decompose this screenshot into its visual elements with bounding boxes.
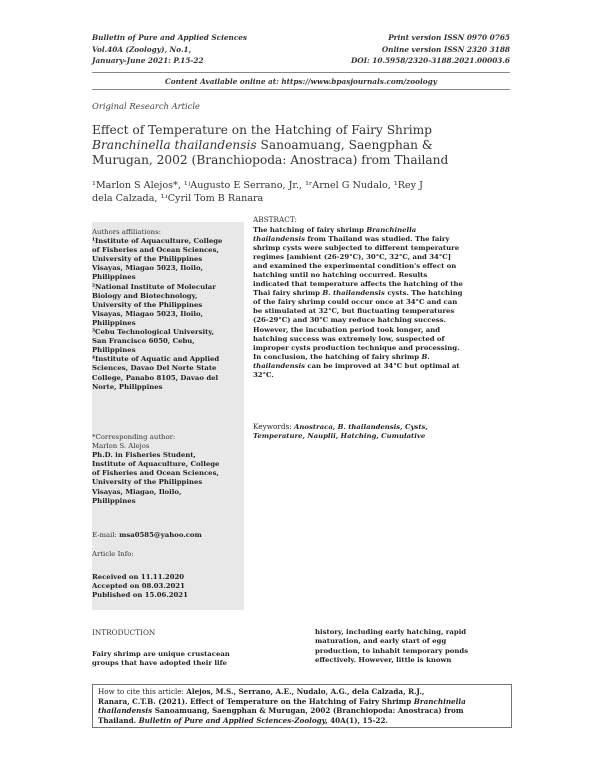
abstract-line: and examined the experimental condition's effect on [253, 262, 457, 271]
intro-line: Fairy shrimp are unique crustacean [92, 650, 230, 658]
intro-line: history, including early hatching, rapid [315, 628, 467, 636]
abstract-line: indicated that temperature affects the hatching of the [253, 280, 463, 289]
authors-line-1: ¹Marlon S Alejos*, ¹ʲAugusto E Serrano, Jr., ¹ʳArnel G Nudalo, ¹Rey J [92, 180, 423, 191]
journal-name: Bulletin of Pure and Applied Sciences [92, 33, 248, 42]
affiliation-line: Visayas, Miagao 5023, Iloilo, [92, 309, 203, 318]
keywords-label: Keywords: [253, 422, 295, 431]
corresponding-heading: *Corresponding author: [92, 433, 176, 441]
abstract-line: hatching success was extremely low, suspected of [253, 334, 445, 343]
email-line [92, 531, 244, 540]
print-issn: Print version ISSN 0970 0765 [388, 33, 510, 42]
affiliation-line: ²National Institute of Molecular [92, 282, 216, 291]
title-species: Branchinella thailandensis [92, 138, 257, 152]
introduction-heading: INTRODUCTION [92, 628, 156, 637]
doi: DOI: 10.5958/2320-3188.2021.00003.6 [350, 56, 510, 65]
abstract-line: The hatching of fairy shrimp Branchinella [253, 226, 417, 234]
article-title [92, 123, 512, 168]
author-list [92, 180, 512, 205]
affiliation-line: San Francisco 6050, Cebu, [92, 337, 195, 346]
corresponding-line: Visayas, Miagao, Iloilo, [92, 487, 182, 496]
published-date: Published on 15.06.2021 [92, 591, 188, 600]
article-dates [92, 573, 244, 600]
corresponding-line: of Fisheries and Ocean Sciences, [92, 469, 219, 478]
affiliation-line: Visayas, Miagao 5023, Iloilo, [92, 264, 203, 273]
affiliation-line: Philippines [92, 273, 136, 282]
email-link[interactable]: msa0585@yahoo.com [119, 531, 202, 539]
intro-line: production, to inhabit temporary ponds [315, 646, 469, 655]
received-date: Received on 11.11.2020 [92, 573, 185, 581]
article-type: Original Research Article [92, 101, 200, 111]
introduction-right-column [315, 628, 512, 665]
affiliation-line: of Fisheries and Ocean Sciences, [92, 246, 219, 255]
header-rule-top [92, 72, 510, 73]
journal-info [92, 32, 247, 67]
corresponding-line: Philippines [92, 496, 136, 505]
corresponding-author-block [92, 433, 244, 506]
affiliation-line: Biology and Biotechnology, [92, 291, 198, 300]
accepted-date: Accepted on 08.03.2021 [92, 582, 185, 591]
corresponding-line: University of the Philippines [92, 478, 203, 487]
abstract-line: hatching until no hatching occurred. Results [253, 271, 428, 280]
corresponding-name: Marlon S. Alejos [92, 442, 150, 451]
corresponding-line: Institute of Aquaculture, College [92, 460, 220, 469]
title-authority: Sanoamuang, Saengphan & [256, 138, 433, 152]
keywords-line-2: Temperature, Nauplii, Hatching, Cumulative [253, 432, 426, 441]
corresponding-line: Ph.D. in Fisheries Student, [92, 451, 196, 460]
intro-line: groups that have adopted their life [92, 659, 227, 668]
introduction-left-column [92, 650, 284, 669]
abstract-line: thailandensis from Thailand was studied. The fairy [253, 235, 450, 244]
abstract-line: thailandensis can be improved at 34°C but optimal at [253, 361, 460, 370]
affiliation-line: Norte, Philippines [92, 382, 163, 391]
title-line-1: Effect of Temperature on the Hatching of Fairy Shrimp [92, 123, 432, 137]
abstract-line: (26-29°C) and 30°C may reduce hatching success. [253, 316, 447, 325]
online-issn: Online version ISSN 2320 3188 [381, 44, 510, 54]
abstract-line: of the fairy shrimp could occur once at 34°C and can [253, 298, 458, 307]
article-info-heading-wrap [92, 550, 244, 559]
affiliation-line: University of the Philippines [92, 300, 203, 309]
intro-line: effectively. However, little is known [315, 655, 452, 664]
abstract-line: regimes [ambient (26-29°C), 30°C, 32°C, and 34°C] [253, 253, 451, 262]
affiliation-line: Philippines [92, 318, 136, 327]
affiliation-line: ³Cebu Technological University, [92, 328, 215, 337]
abstract-line: In conclusion, the hatching of fairy shrimp B. [253, 352, 430, 361]
journal-volume: Vol.40A (Zoology), No.1, [92, 44, 192, 54]
author-info-panel [92, 222, 244, 610]
abstract-line: improper cysts production technique and processing. [253, 343, 460, 352]
header-rule-bottom [92, 89, 510, 90]
intro-line: maturation, and early start of egg [315, 637, 447, 646]
affiliations-block [92, 228, 244, 392]
online-availability[interactable]: Content Available online at: https://www.bpasjournals.com/zoology [164, 77, 438, 86]
affiliation-line: Sciences, Davao Del Norte State [92, 364, 217, 373]
authors-line-2: dela Calzada, ¹ʴCyril Tom B Ranara [92, 192, 264, 204]
email-label: E-mail: [92, 531, 120, 539]
affiliation-line: ¹Institute of Aquaculture, College [92, 237, 223, 246]
title-line-2 [92, 138, 512, 153]
keywords-line-1: Anostraca, B. thailandensis, Cysts, [294, 423, 428, 431]
title-line-3: Murugan, 2002 (Branchiopoda: Anostraca) from Thailand [92, 153, 449, 167]
abstract-line: 32°C. [253, 370, 274, 379]
journal-issn-info [300, 32, 510, 67]
abstract-line: Thai fairy shrimp B. thailandensis cysts. The hatching [253, 289, 463, 298]
citation-box: How to cite this article: Alejos, M.S., Serrano, A.E., Nudalo, A.G., dela Calzada, R.J., Ranara, C.T.B. (2021). Effect of Temperature on the Hatching of Fairy Shrimp Branchinella thailandensis Sanoamuang, Saengphan & Murugan, 2002 (Branchiopoda: Anostraca) from Thailand. Bulletin of Pure and Applied Sciences-Zoology, 40A(1), 15-22. [92, 684, 512, 728]
journal-pages: January-June 2021: P.15-22 [92, 56, 204, 65]
citation-label: How to cite this article: [98, 687, 187, 696]
affiliation-line: ⁴Institute of Aquatic and Applied [92, 355, 220, 364]
affiliations-heading: Authors affiliations: [92, 228, 161, 236]
abstract-heading: ABSTRACT: [253, 215, 297, 224]
abstract-line: However, the incubation period took longer, and [253, 325, 441, 334]
article-info-heading: Article Info: [92, 550, 134, 558]
affiliation-line: University of the Philippines [92, 255, 203, 264]
abstract-body [253, 226, 512, 380]
affiliation-line: College, Panabo 8105, Davao del [92, 373, 219, 382]
keywords-block [253, 422, 512, 441]
abstract-line: shrimp cysts were subjected to different temperature [253, 244, 460, 253]
affiliation-line: Philippines [92, 346, 136, 355]
abstract-line: be stimulated at 32°C, but fluctuating temperatures [253, 307, 455, 316]
